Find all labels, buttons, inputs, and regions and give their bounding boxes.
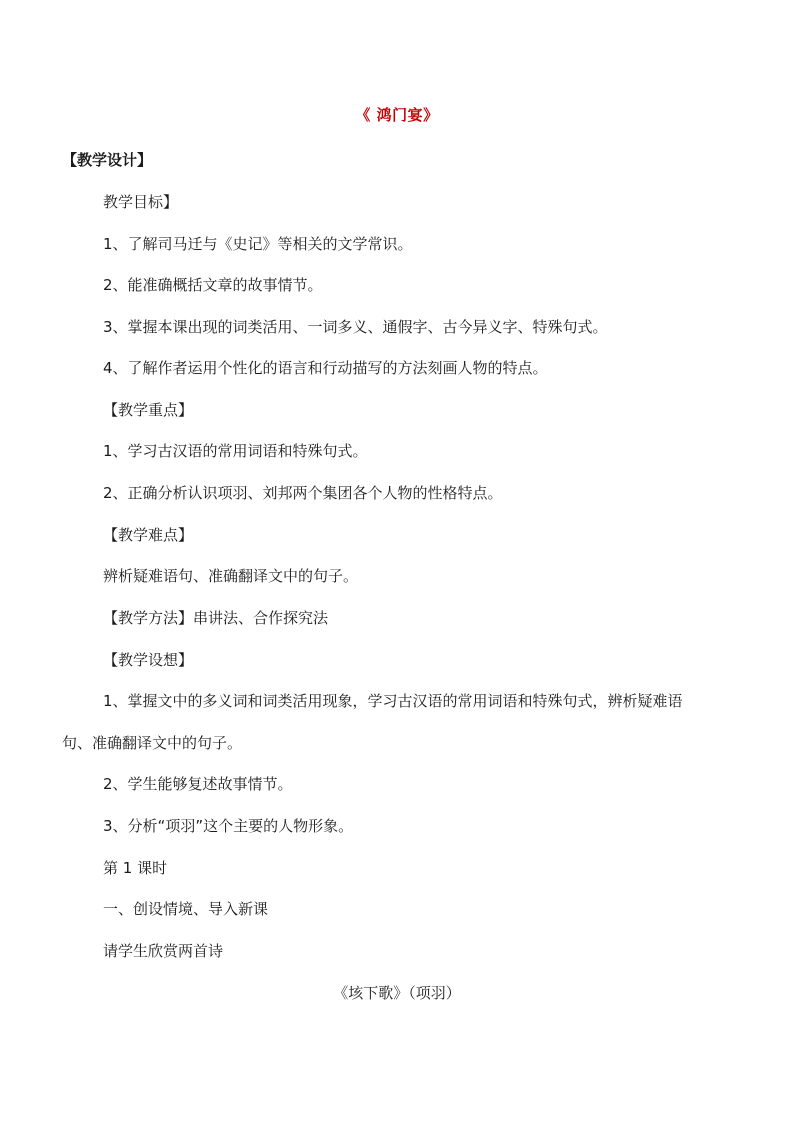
objective-item-1: 1、了解司马迁与《史记》等相关的文学常识。 (103, 235, 413, 253)
plan-item-1-continued: 句、准确翻译文中的句子。 (62, 734, 243, 752)
objective-item-2: 2、能准确概括文章的故事情节。 (103, 276, 323, 294)
key-points-heading: 【教学重点】 (103, 401, 194, 419)
document-title: 《 鸿门宴》 (355, 106, 439, 124)
methods-line: 【教学方法】串讲法、合作探究法 (103, 609, 329, 627)
plan-item-1: 1、掌握文中的多义词和词类活用现象，学习古汉语的常用词语和特殊句式，辨析疑难语 (103, 692, 683, 710)
section-heading-teaching-design: 【教学设计】 (62, 151, 153, 169)
poem-title: 《垓下歌》（项羽） (333, 984, 461, 1002)
poem-intro: 请学生欣赏两首诗 (103, 942, 224, 960)
objectives-heading: 教学目标】 (103, 193, 179, 211)
plan-item-3: 3、分析“项羽”这个主要的人物形象。 (103, 817, 354, 835)
key-point-item-2: 2、正确分析认识项羽、刘邦两个集团各个人物的性格特点。 (103, 484, 503, 502)
difficulty-item: 辨析疑难语句、准确翻译文中的句子。 (103, 567, 359, 585)
plan-heading: 【教学设想】 (103, 651, 194, 669)
objective-item-3: 3、掌握本课出现的词类活用、一词多义、通假字、古今异义字、特殊句式。 (103, 318, 608, 336)
plan-item-2: 2、学生能够复述故事情节。 (103, 775, 293, 793)
key-point-item-1: 1、学习古汉语的常用词语和特殊句式。 (103, 442, 368, 460)
objective-item-4: 4、了解作者运用个性化的语言和行动描写的方法刻画人物的特点。 (103, 359, 548, 377)
difficulties-heading: 【教学难点】 (103, 526, 194, 544)
lesson-number: 第 1 课时 (103, 859, 168, 877)
step-one-heading: 一、创设情境、导入新课 (103, 900, 269, 918)
